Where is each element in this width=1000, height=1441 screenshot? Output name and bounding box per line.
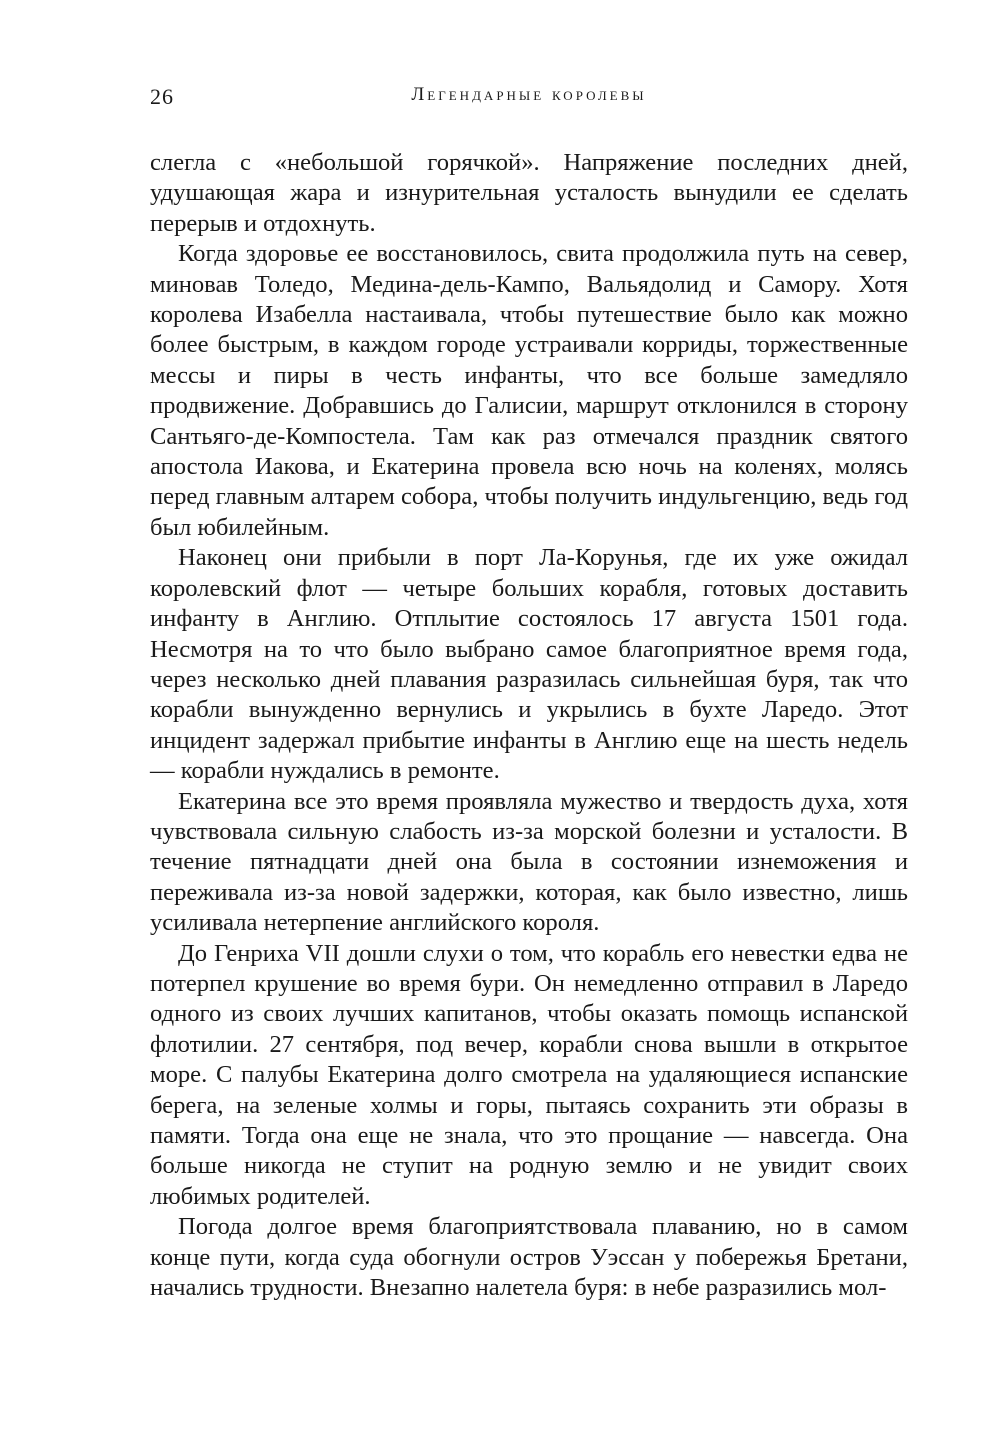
- paragraph-3: Наконец они прибыли в порт Ла-Корунья, где их уже ожидал королевский флот — четыре больших корабля, готовых доставить инфанту в Англию. Отплытие состоялось 17 августа 1501 года. Несмотря на то что было выбрано самое благоприятное время года, через несколько дней плавания разразилась сильнейшая буря, так что корабли вынужденно вернулись и укрылись в бухте Ларедо. Этот инцидент задержал прибытие инфанты в Англию еще на шесть недель — корабли нуждались в ремонте.: [150, 544, 908, 785]
- running-head: Легендарные королевы: [411, 84, 647, 105]
- body-text: [150, 148, 908, 1303]
- paragraph-1: слегла с «небольшой горячкой». Напряжение последних дней, удушающая жара и изнурительная усталость вынудили ее сделать перерыв и отдохнуть.: [150, 149, 908, 237]
- paragraph-2: Когда здоровье ее восстановилось, свита продолжила путь на север, миновав Толедо, Медина-дель-Кампо, Вальядолид и Самору. Хотя королева Изабелла настаивала, чтобы путешествие было как можно более быстрым, в каждом городе устраивали корриды, торжественные мессы и пиры в честь инфанты, что все больше замедляло продвижение. Добравшись до Галисии, маршрут отклонился в сторону Сантьяго-де-Компостела. Там как раз отмечался праздник святого апостола Иакова, и Екатерина провела всю ночь на коленях, молясь перед главным алтарем собора, чтобы получить индульгенцию, ведь год был юбилейным.: [150, 240, 908, 541]
- paragraph-5: До Генриха VII дошли слухи о том, что корабль его невестки едва не потерпел крушение во время бури. Он немедленно отправил в Ларедо одного из своих лучших капитанов, чтобы оказать помощь испанской флотилии. 27 сентября, под вечер, корабли снова вышли в открытое море. С палубы Екатерина долго смотрела на удаляющиеся испанские берега, на зеленые холмы и горы, пытаясь сохранить эти образы в памяти. Тогда она еще не знала, что это прощание — навсегда. Она больше никогда не ступит на родную землю и не увидит своих любимых родителей.: [150, 939, 908, 1210]
- paragraph-4: Екатерина все это время проявляла мужество и твердость духа, хотя чувствовала сильную слабость из-за морской болезни и усталости. В течение пятнадцати дней она была в состоянии изнеможения и переживала из-за новой задержки, которая, как было известно, лишь усиливала нетерпение английского короля.: [150, 787, 908, 937]
- page-header: [150, 84, 908, 114]
- page-number: 26: [150, 84, 174, 109]
- paragraph-6: Погода долгое время благоприятствовала плаванию, но в самом конце пути, когда суда обогнули остров Уэссан у побережья Бретани, начались трудности. Внезапно налетела буря: в небе разразились мол-: [150, 1213, 908, 1302]
